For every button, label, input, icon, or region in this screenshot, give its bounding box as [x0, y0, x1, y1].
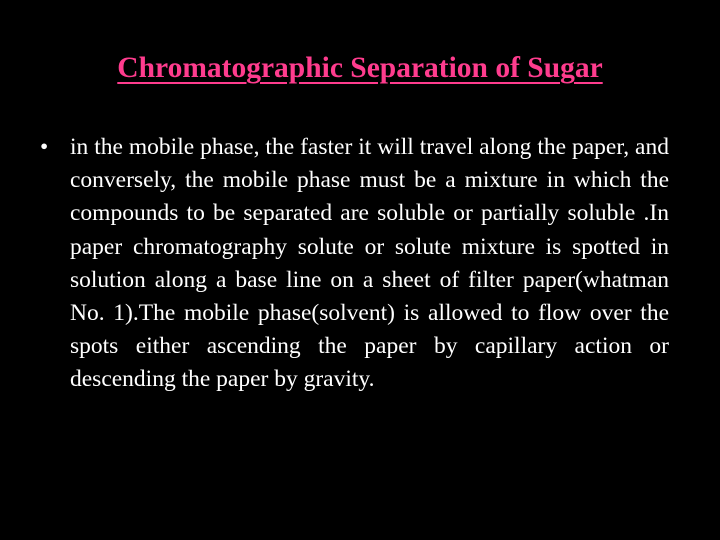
bullet-icon: • [40, 134, 49, 160]
slide-title [0, 48, 720, 88]
slide-title-text: Chromatographic Separation of Sugar [117, 52, 603, 84]
bullet-text: in the mobile phase, the faster it will travel along the paper, and conversely, the mobile phase must be a mixture in which the compounds to be separated are soluble or partially soluble .In paper chromatography solute or solute mixture is spotted in solution along a base line on a sheet of filter paper(whatman No. 1).The mobile phase(solvent) is allowed to flow over the spots either ascending the paper by capillary action or descending the paper by gravity. [70, 134, 669, 393]
